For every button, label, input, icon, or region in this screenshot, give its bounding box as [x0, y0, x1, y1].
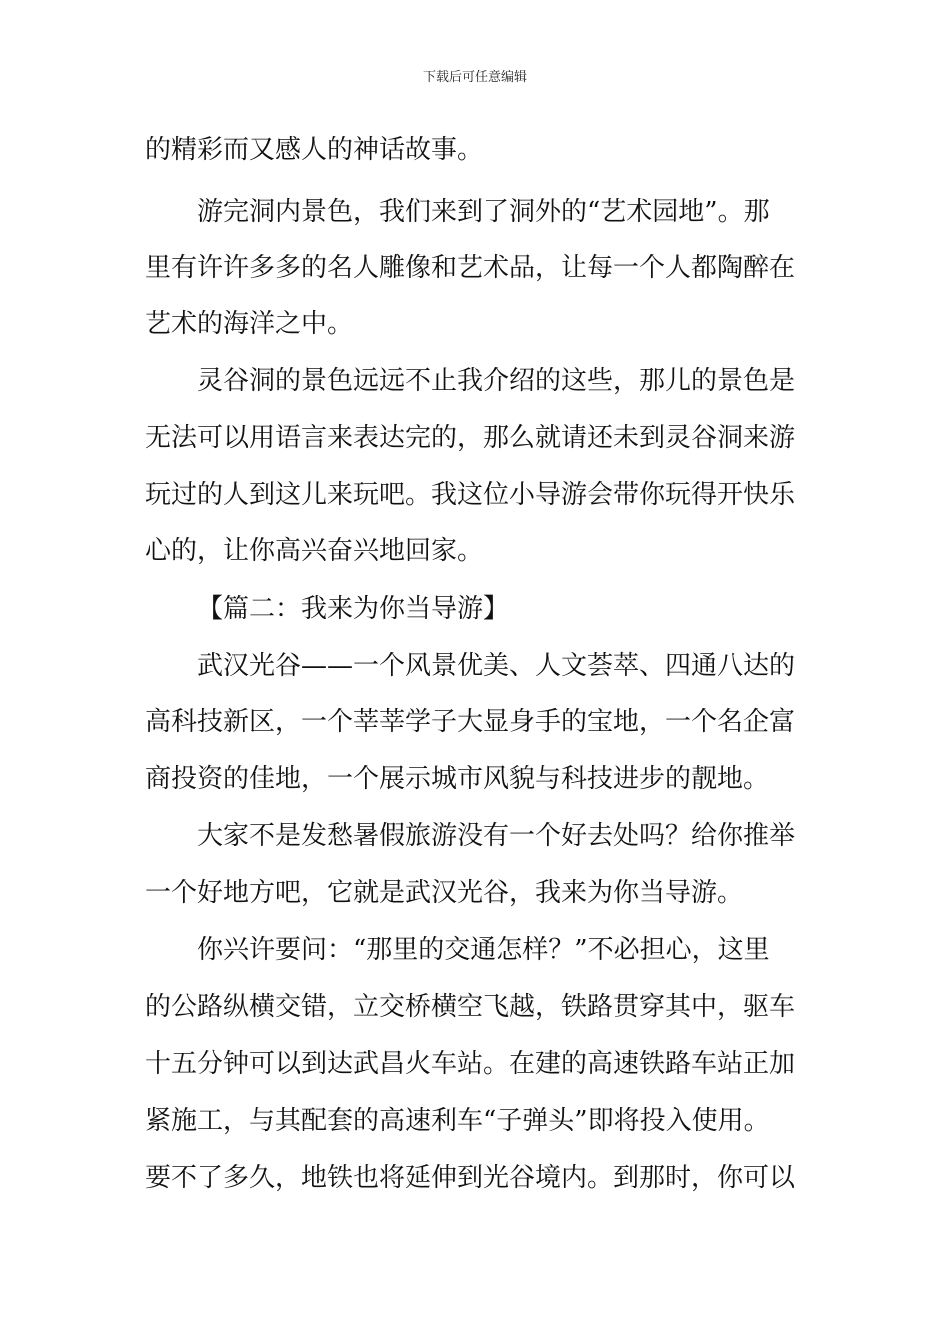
section-heading: 【篇二：我来为你当导游】 — [197, 594, 510, 624]
paragraph-first-line: 武汉光谷——一个风景优美、人文荟萃、四通八达的 — [197, 651, 796, 681]
text-line: 无法可以用语言来表达完的，那么就请还未到灵谷洞来游 — [145, 423, 796, 453]
text-line: 紧施工，与其配套的高速利车“子弹头”即将投入使用。 — [145, 1106, 770, 1136]
text-line: 心的，让你高兴奋兴地回家。 — [145, 536, 484, 566]
text-line: 要不了多久，地铁也将延伸到光谷境内。到那时，你可以 — [145, 1163, 796, 1193]
text-line: 艺术的海洋之中。 — [145, 309, 354, 339]
text-line: 里有许许多多的名人雕像和艺术品，让每一个人都陶醉在 — [145, 253, 796, 283]
paragraph-first-line: 灵谷洞的景色远远不止我介绍的这些，那儿的景色是 — [197, 366, 796, 396]
paragraph-first-line: 游完洞内景色，我们来到了洞外的“艺术园地”。那 — [197, 197, 770, 227]
text-line: 玩过的人到这儿来玩吧。我这位小导游会带你玩得开快乐 — [145, 480, 796, 510]
text-line: 的公路纵横交错，立交桥横空飞越，铁路贯穿其中，驱车 — [145, 992, 796, 1022]
paragraph-first-line: 你兴许要问：“那里的交通怎样？”不必担心，这里 — [197, 935, 770, 965]
text-line: 一个好地方吧，它就是武汉光谷，我来为你当导游。 — [145, 878, 744, 908]
text-line: 十五分钟可以到达武昌火车站。在建的高速铁路车站正加 — [145, 1049, 796, 1079]
page-header: 下载后可任意编辑 — [422, 70, 527, 85]
paragraph-first-line: 大家不是发愁暑假旅游没有一个好去处吗？给你推举 — [197, 821, 796, 851]
text-line: 商投资的佳地，一个展示城市风貌与科技进步的靓地。 — [145, 764, 770, 794]
text-line: 高科技新区，一个莘莘学子大显身手的宝地，一个名企富 — [145, 707, 796, 737]
text-line: 的精彩而又感人的神话故事。 — [145, 135, 484, 165]
